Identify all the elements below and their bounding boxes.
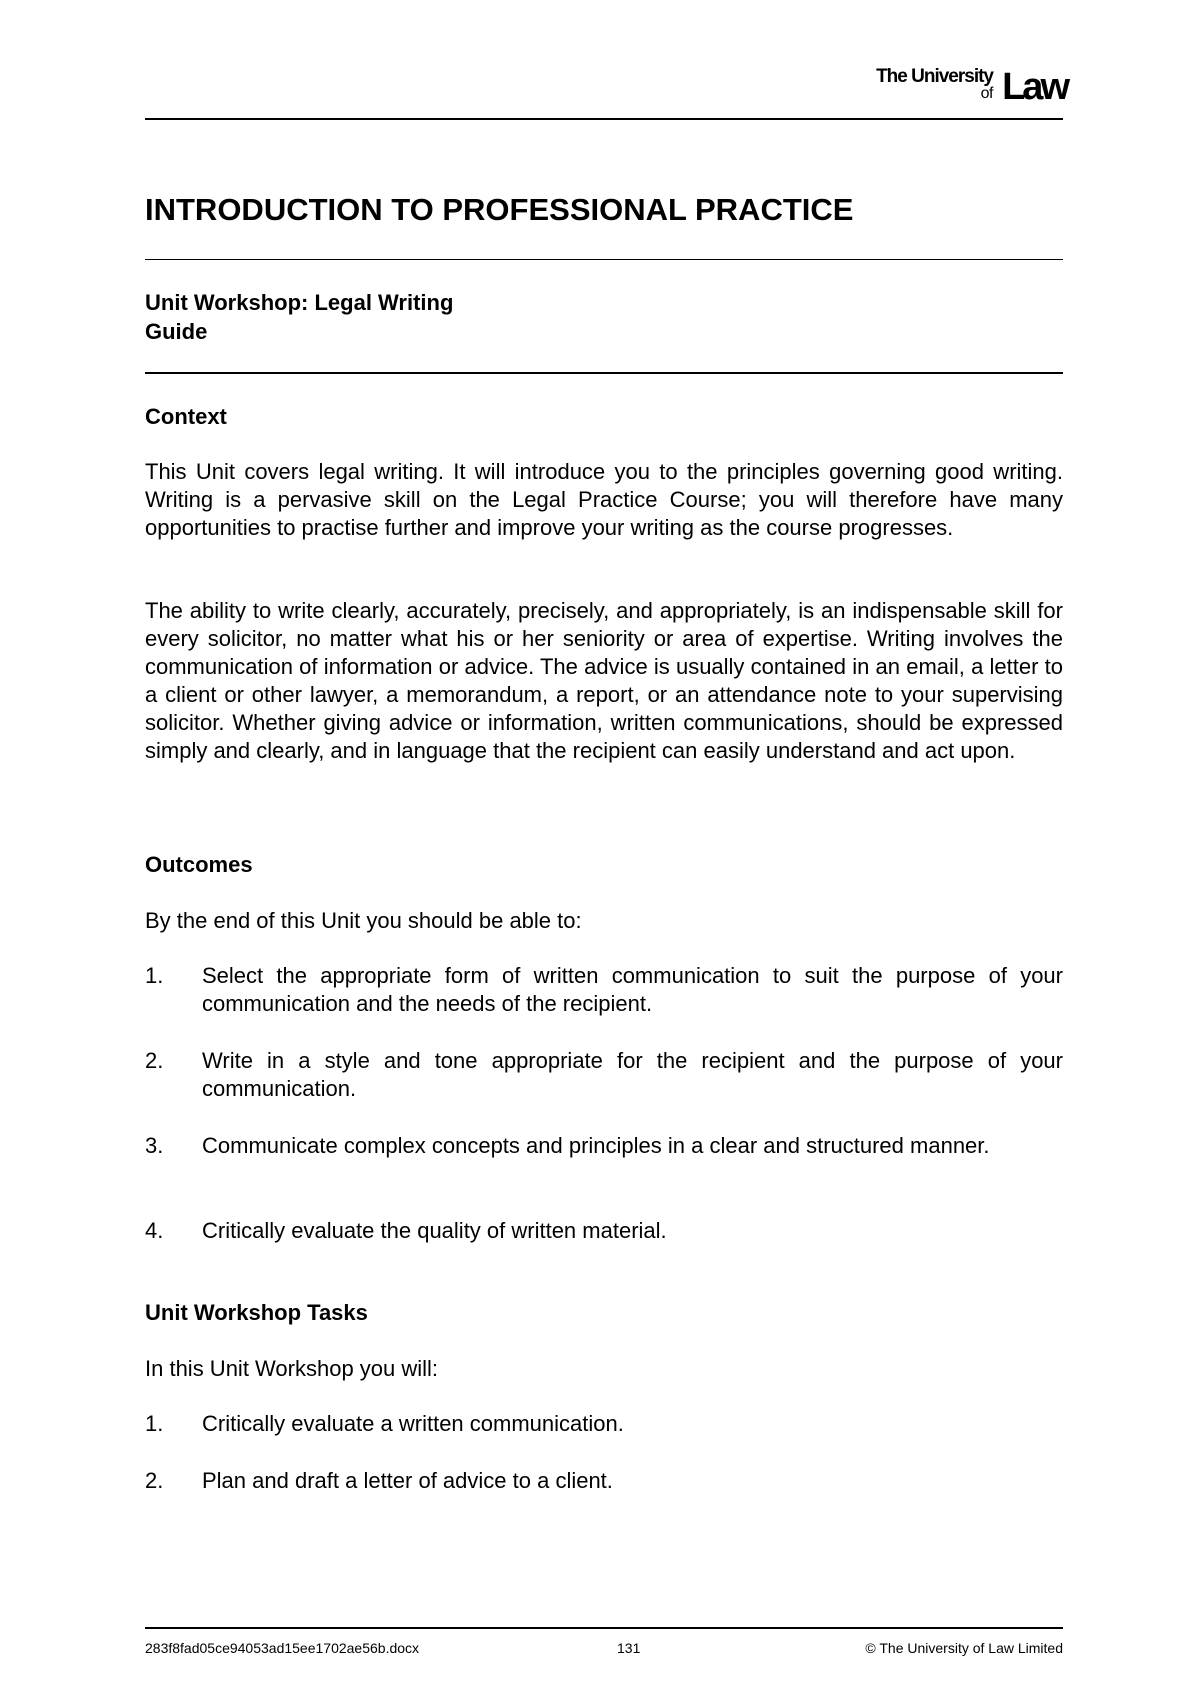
title-rule [145,259,1063,260]
subtitle-rule [145,372,1063,374]
task-text: Critically evaluate a written communication. [202,1411,624,1436]
outcome-number: 4. [145,1218,164,1243]
footer-copyright: © The University of Law Limited [865,1640,1063,1656]
outcomes-heading: Outcomes [145,852,253,877]
context-heading: Context [145,404,227,429]
task-number: 2. [145,1468,164,1493]
page-title: INTRODUCTION TO PROFESSIONAL PRACTICE [145,192,854,227]
logo-line-2: of [980,85,993,102]
outcome-number: 1. [145,963,164,988]
outcome-text: Critically evaluate the quality of written material. [202,1218,667,1243]
outcome-number: 2. [145,1048,164,1073]
tasks-heading: Unit Workshop Tasks [145,1300,368,1325]
footer-page-number: 131 [617,1640,641,1656]
logo-line-3: Law [1002,66,1067,108]
logo-line-1: The University [876,66,993,87]
footer-rule [145,1627,1063,1629]
header-rule [145,118,1063,120]
subtitle-line-1: Unit Workshop: Legal Writing [145,290,454,315]
context-paragraph-1: This Unit covers legal writing. It will introduce you to the principles governing good writing. Writing is a pervasive skill on the Legal Practice Course; you will therefore have many opportunities to practise further and improve your writing as the course progresses. [145,459,1063,540]
task-text: Plan and draft a letter of advice to a client. [202,1468,613,1493]
outcome-text: Select the appropriate form of written communication to suit the purpose of your communication and the needs of the recipient. [202,963,1063,1016]
footer-filename: 283f8fad05ce94053ad15ee1702ae56b.docx [145,1640,420,1656]
outcome-text: Communicate complex concepts and principles in a clear and structured manner. [202,1133,990,1158]
task-number: 1. [145,1411,164,1436]
university-logo [857,64,1067,110]
unit-subtitle [145,288,453,346]
subtitle-line-2: Guide [145,319,208,344]
tasks-intro: In this Unit Workshop you will: [145,1356,439,1381]
outcomes-intro: By the end of this Unit you should be able to: [145,908,582,933]
outcome-number: 3. [145,1133,164,1158]
context-paragraph-2: The ability to write clearly, accurately, precisely, and appropriately, is an indispensable skill for every solicitor, no matter what his or her seniority or area of expertise. Writing involves the communication of information or advice. The advice is usually contained in an email, a letter to a client or other lawyer, a memorandum, a report, or an attendance note to your supervising solicitor. Whether giving advice or information, written communications, should be expressed simply and clearly, and in language that the recipient can easily understand and act upon. [145,598,1063,763]
outcome-text: Write in a style and tone appropriate for the recipient and the purpose of your communication. [202,1048,1063,1101]
